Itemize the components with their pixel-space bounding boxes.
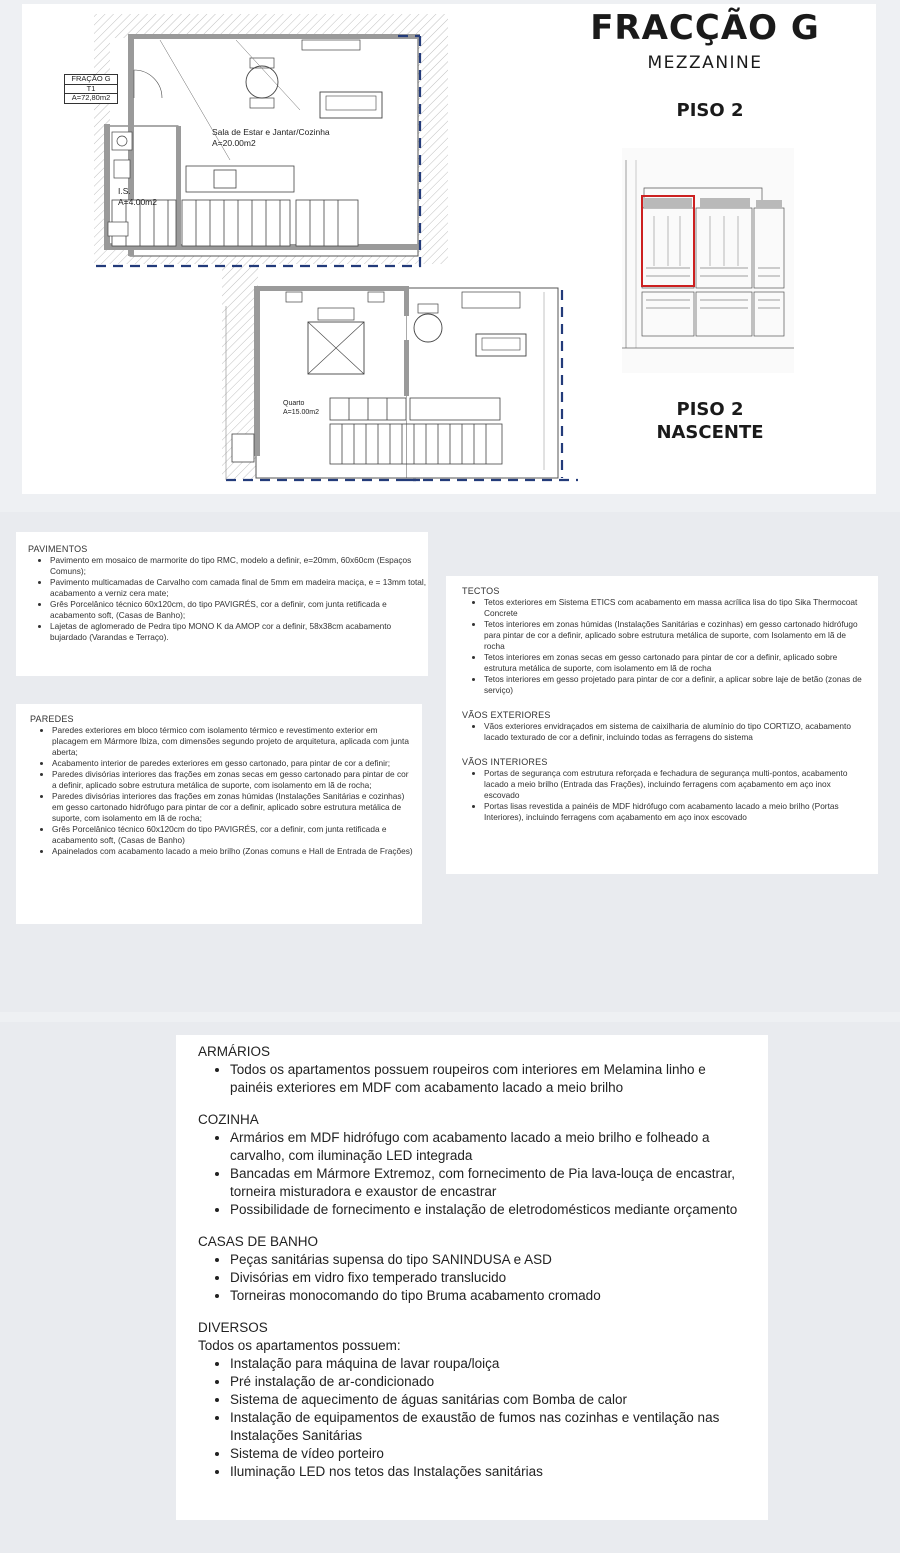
spec-item: • Apainelados com acabamento lacado a meio brilho (Zonas comuns e Hall de Entrada de Frações): [52, 846, 414, 857]
room-label-bed: [283, 399, 319, 417]
spec-list-vaos-ext: [462, 721, 868, 743]
spec-item: • Paredes divisórias interiores das frações em zonas húmidas (Instalações Sanitárias e cozinhas) em gesso cartonado hidrófugo para pintar de cor a definir, aplicado sobre estrutura metálica de suporte, com isolamento em lã de rocha;: [52, 791, 414, 824]
spec-item: • Portas lisas revestida a painéis de MDF hidrófugo com acabamento lacado a meio brilho (Portas Interiores), incluindo ferragens com açabamento em aço inox escovado: [484, 801, 868, 823]
feature-item: • Todos os apartamentos possuem roupeiros com interiores em Melamina linho e painéis exteriores em MDF com acabamento lacado a meio brilho: [230, 1061, 748, 1097]
spec-item: • Paredes exteriores em bloco térmico com isolamento térmico e revestimento exterior em placagem em Mármore Ibiza, com dimensões segundo projeto de arquitetura, aplicada com junta aberta;: [52, 725, 414, 758]
spec-heading-pavimentos: PAVIMENTOS: [28, 544, 88, 554]
room-bed-area: A=15.00m2: [283, 409, 319, 416]
orientation-label: NASCENTE: [656, 422, 764, 443]
features-list-casas-banho: [198, 1251, 748, 1305]
room-living-area: A=20.00m2: [212, 138, 256, 148]
unit-tag: [64, 74, 118, 104]
room-bed-name: Quarto: [283, 400, 305, 407]
spec-item: • Acabamento interior de paredes exteriores em gesso cartonado, para pintar de cor a definir;: [52, 758, 414, 769]
spec-heading-vaos-int: VÃOS INTERIORES: [462, 757, 548, 767]
spec-item: • Tetos interiores em zonas húmidas (Instalações Sanitárias e cozinhas) em gesso cartonado hidrófugo para pintar de cor a definir, aplicado sobre estrutura metálica de suporte, com Isolamento em lã de rocha: [484, 619, 868, 652]
page-subtitle: MEZZANINE: [647, 53, 763, 73]
spec-list-vaos-int: [462, 768, 868, 823]
unit-tag-area: A=72,80m2: [65, 93, 117, 103]
feature-item: • Iluminação LED nos tetos das Instalações sanitárias: [230, 1463, 748, 1481]
page-title: FRACÇÃO G: [590, 8, 820, 48]
spec-list-tectos: [462, 597, 868, 696]
room-label-is: [118, 186, 157, 208]
spec-item: • Tetos exteriores em Sistema ETICS com acabamento em massa acrílica lisa do tipo Sika Thermocoat Concrete: [484, 597, 868, 619]
room-label-living: [212, 127, 330, 149]
spec-heading-vaos-ext: VÃOS EXTERIORES: [462, 710, 551, 720]
features-heading-armarios: ARMÁRIOS: [198, 1044, 271, 1059]
spec-box-paredes: [16, 704, 422, 924]
spec-item: • Paredes divisórias interiores das frações em zonas secas em gesso cartonado para pintar de cor a definir, aplicado sobre estrutura metálica de suporte, com isolamento em lã de rocha;: [52, 769, 414, 791]
room-living-name: Sala de Estar e Jantar/Cozinha: [212, 127, 330, 137]
feature-item: • Divisórias em vidro fixo temperado translucido: [230, 1269, 748, 1287]
features-list-diversos: [198, 1355, 748, 1481]
features-intro-diversos: Todos os apartamentos possuem:: [198, 1338, 401, 1353]
spec-item: • Pavimento multicamadas de Carvalho com camada final de 5mm em madeira maciça, e = 13mm total, acabamento a verniz cera mate;: [50, 577, 428, 599]
spec-heading-paredes: PAREDES: [30, 714, 74, 724]
features-heading-diversos: DIVERSOS: [198, 1320, 268, 1335]
features-list-armarios: [198, 1061, 748, 1097]
feature-item: • Peças sanitárias supensa do tipo SANINDUSA e ASD: [230, 1251, 748, 1269]
spec-item: • Grês Porcelânico técnico 60x120cm do tipo PAVIGRÉS, cor a definir, com junta retificada e acabamento soft, (Casas de Banho): [52, 824, 414, 846]
spec-item: • Tetos interiores em gesso projetado para pintar de cor a definir, a aplicar sobre laje de betão (zonas de serviço): [484, 674, 868, 696]
features-heading-cozinha: COZINHA: [198, 1112, 259, 1127]
spec-list-pavimentos: [28, 555, 428, 643]
room-is-area: A=4.00m2: [118, 197, 157, 207]
feature-item: • Armários em MDF hidrófugo com acabamento lacado a meio brilho e folheado a carvalho, com iluminação LED integrada: [230, 1129, 748, 1165]
spec-item: • Pavimento em mosaico de marmorite do tipo RMC, modelo a definir, e=20mm, 60x60cm (Espaços Comuns);: [50, 555, 428, 577]
building-elevation: [622, 148, 794, 373]
floor-plan-lower-right: [406, 286, 580, 482]
feature-item: • Sistema de aquecimento de águas sanitárias com Bomba de calor: [230, 1391, 748, 1409]
features-heading-casas-banho: CASAS DE BANHO: [198, 1234, 319, 1249]
floor-label-2: PISO 2: [676, 399, 744, 420]
features-list-cozinha: [198, 1129, 748, 1219]
feature-item: • Sistema de vídeo porteiro: [230, 1445, 748, 1463]
feature-item: • Bancadas em Mármore Extremoz, com fornecimento de Pia lava-louça de encastrar, torneira misturadora e exaustor de encastrar: [230, 1165, 748, 1201]
spec-item: • Grês Porcelânico técnico 60x120cm, do tipo PAVIGRÉS, cor a definir, com junta retificada e acabamento soft, (Casas de Banho);: [50, 599, 428, 621]
feature-item: • Torneiras monocomando do tipo Bruma acabamento cromado: [230, 1287, 748, 1305]
spec-item: • Lajetas de aglomerado de Pedra tipo MONO K da AMOP cor a definir, 58x38cm acabamento bujardado (Varandas e Terraço).: [50, 621, 428, 643]
features-box: [176, 1035, 768, 1520]
room-is-name: I.S.: [118, 186, 131, 196]
spec-list-paredes: [30, 725, 414, 857]
spec-item: • Vãos exteriores envidraçados em sistema de caixilharia de alumínio do tipo CORTIZO, acabamento lacado texturado de cor a definir, incluindo todas as ferragens do sistema: [484, 721, 868, 743]
feature-item: • Pré instalação de ar-condicionado: [230, 1373, 748, 1391]
spec-item: • Portas de segurança com estrutura reforçada e fechadura de segurança multi-pontos, acabamento lacado a meio brilho (Entrada das Frações), incluindo ferragens com açabamento em aço inox escovado: [484, 768, 868, 801]
unit-tag-name: FRAÇÃO G: [65, 75, 117, 85]
spec-item: • Tetos interiores em zonas secas em gesso cartonado para pintar de cor a definir, aplicado sobre estrutura metálica de suporte, com isolamento em lã de rocha: [484, 652, 868, 674]
spec-box-tectos: [446, 576, 878, 874]
feature-item: • Instalação para máquina de lavar roupa/loiça: [230, 1355, 748, 1373]
floor-label: PISO 2: [676, 100, 744, 121]
feature-item: • Possibilidade de fornecimento e instalação de eletrodomésticos mediante orçamento: [230, 1201, 748, 1219]
unit-tag-type: T1: [86, 83, 96, 93]
spec-box-pavimentos: [16, 532, 428, 676]
feature-item: • Instalação de equipamentos de exaustão de fumos nas cozinhas e ventilação nas Instalações Sanitárias: [230, 1409, 748, 1445]
spec-heading-tectos: TECTOS: [462, 586, 500, 596]
